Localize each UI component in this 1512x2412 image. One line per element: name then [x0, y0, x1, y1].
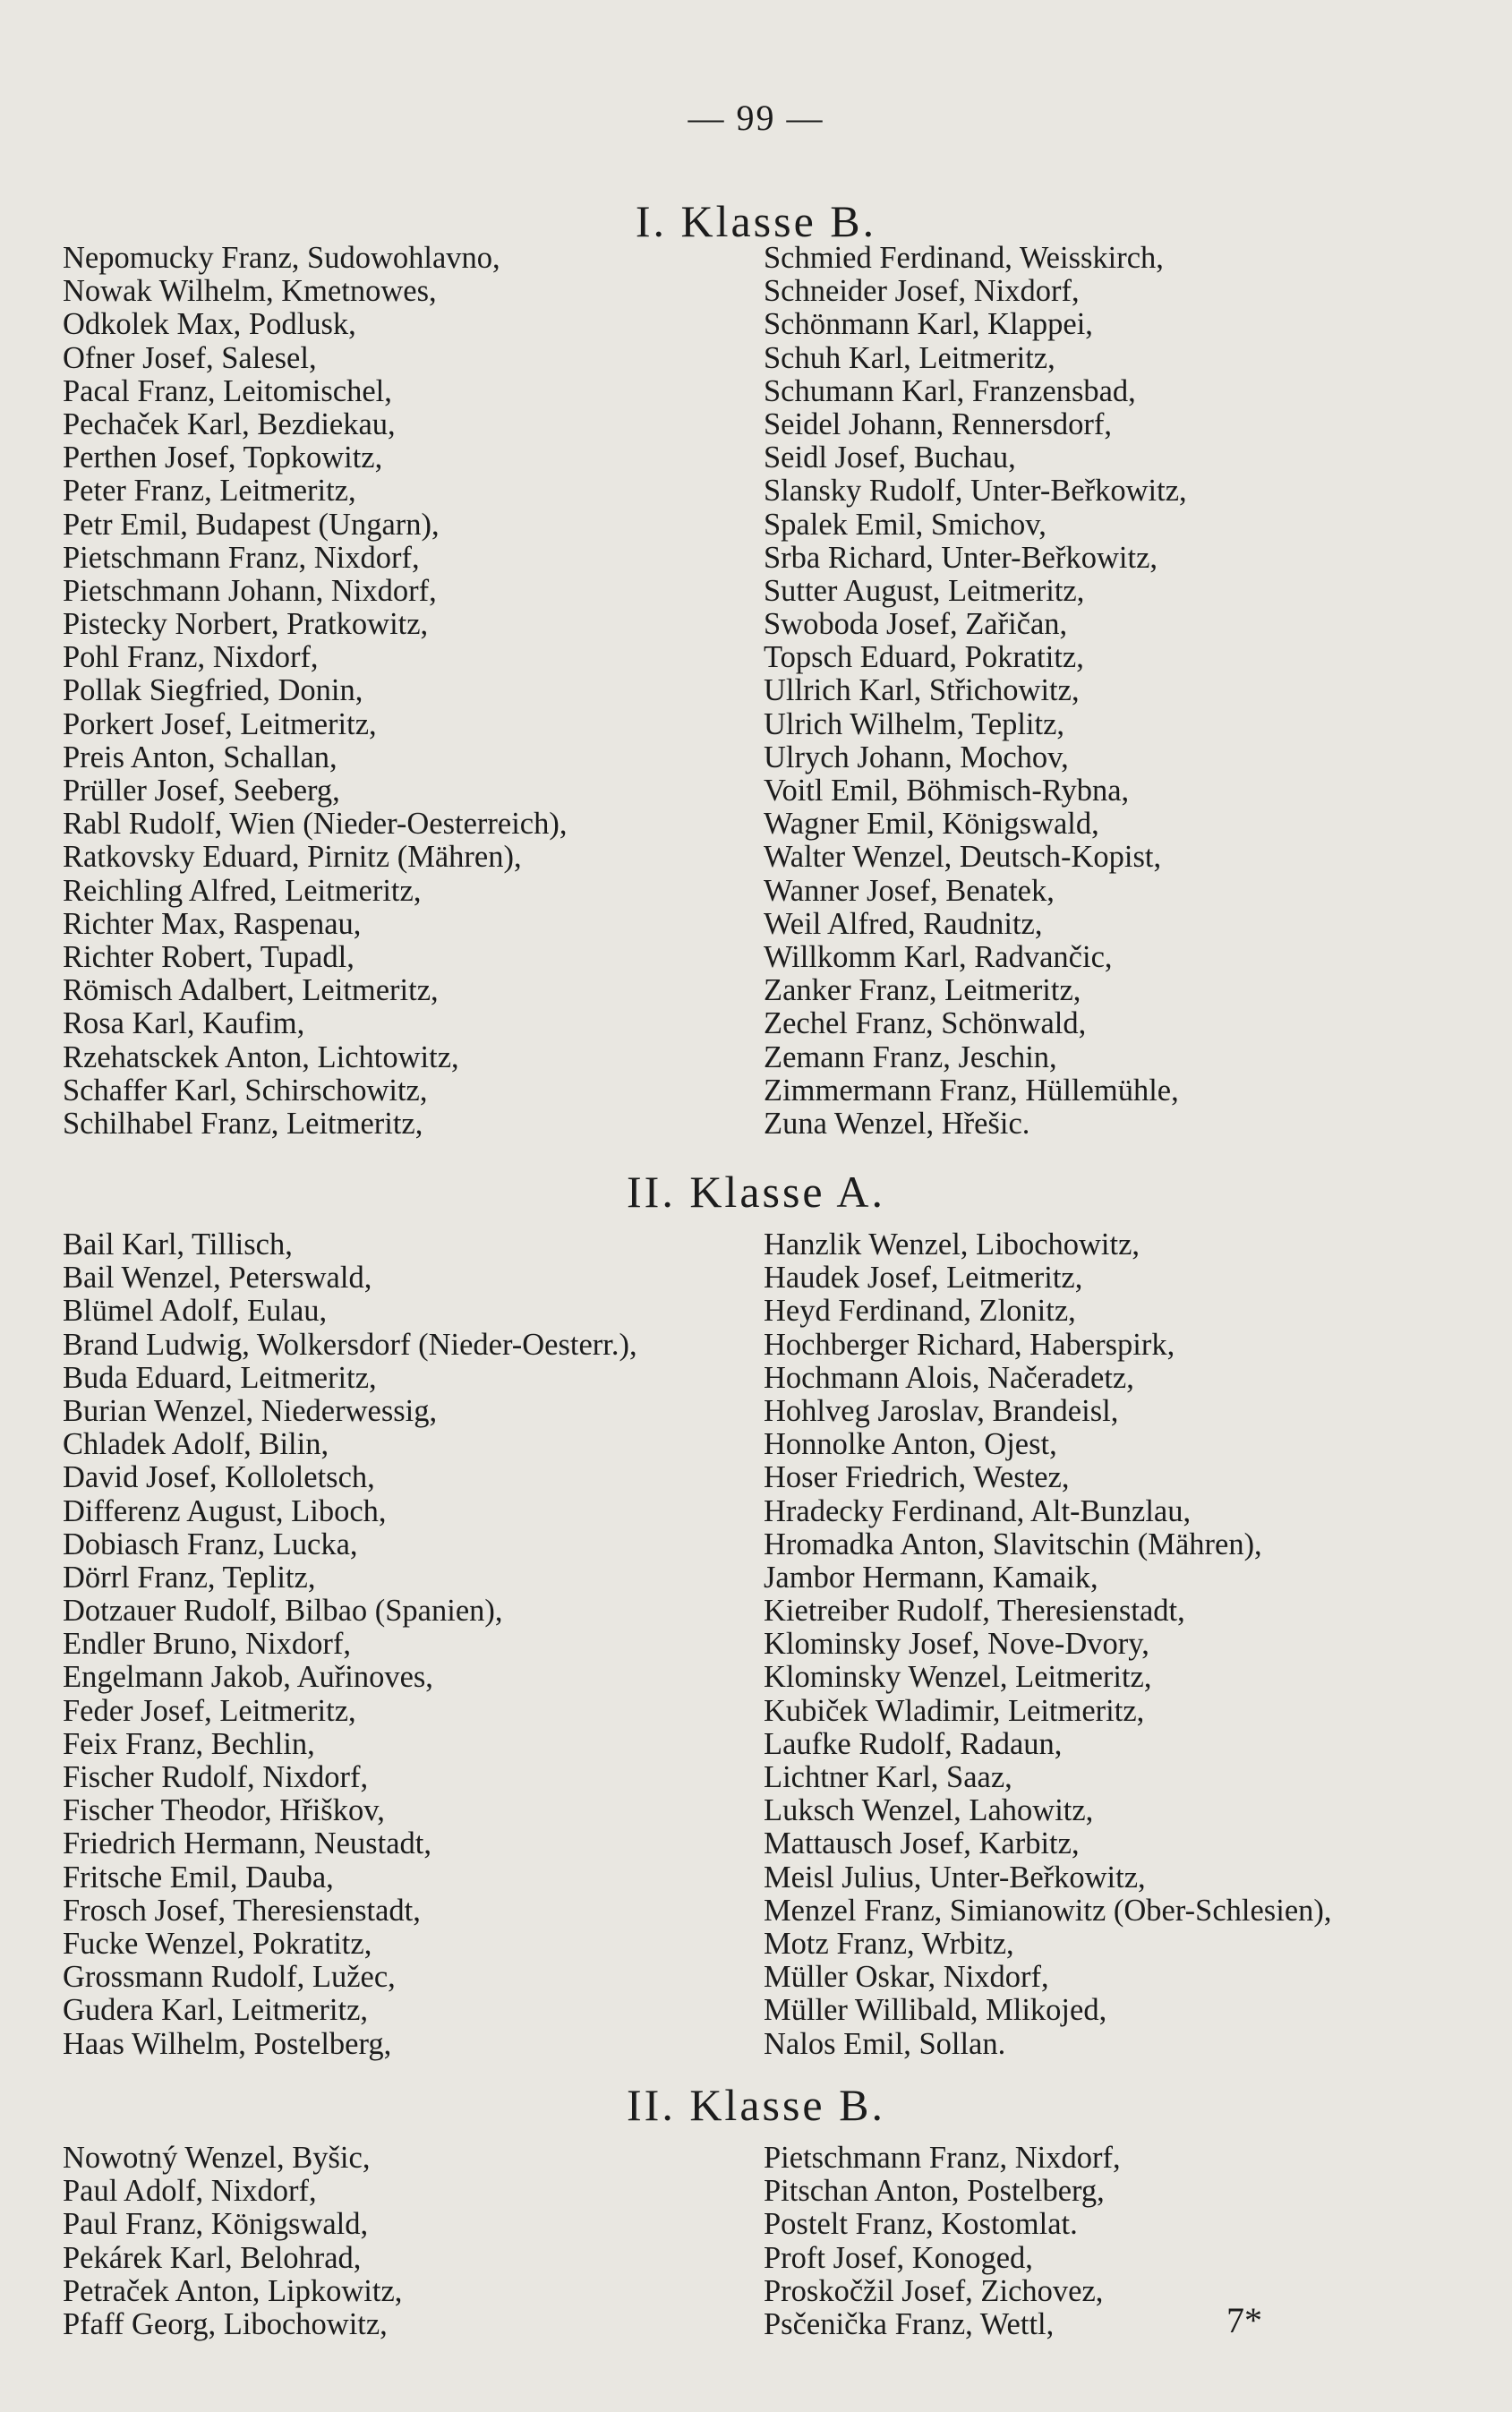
list-item: Laufke Rudolf, Radaun,	[764, 1726, 1063, 1761]
list-item: Motz Franz, Wrbitz,	[764, 1926, 1014, 1961]
list-item: Hoser Friedrich, Westez,	[764, 1460, 1070, 1495]
page-number: — 99 —	[688, 98, 824, 138]
list-item: Nowotný Wenzel, Byšic,	[63, 2141, 371, 2175]
list-item: Proft Josef, Konoged,	[764, 2240, 1033, 2275]
list-item: Pfaff Georg, Libochowitz,	[63, 2306, 388, 2341]
list-item: Swoboda Josef, Zařičan,	[764, 607, 1068, 642]
list-item: Schönmann Karl, Klappei,	[764, 307, 1093, 342]
list-item: Heyd Ferdinand, Zlonitz,	[764, 1294, 1076, 1329]
list-item: Wagner Emil, Königswald,	[764, 807, 1099, 842]
list-item: Friedrich Hermann, Neustadt,	[63, 1826, 431, 1861]
list-item: Postelt Franz, Kostomlat.	[764, 2207, 1078, 2242]
list-item: Müller Oskar, Nixdorf,	[764, 1960, 1049, 1995]
list-item: David Josef, Kolloletsch,	[63, 1460, 375, 1495]
list-item: Schmied Ferdinand, Weisskirch,	[764, 241, 1164, 275]
list-item: Jambor Hermann, Kamaik,	[764, 1560, 1098, 1595]
list-item: Schneider Josef, Nixdorf,	[764, 274, 1080, 309]
section-1-left-column	[63, 242, 567, 1141]
list-item: Ratkovsky Eduard, Pirnitz (Mähren),	[63, 840, 522, 875]
list-item: Bail Karl, Tillisch,	[63, 1227, 293, 1262]
list-item: Psčenička Franz, Wettl,	[764, 2306, 1055, 2341]
section-2-right-column	[764, 1228, 1332, 2061]
section-3-left-column	[63, 2142, 402, 2341]
list-item: Klominsky Josef, Nove-Dvory,	[764, 1627, 1149, 1662]
list-item: Petraček Anton, Lipkowitz,	[63, 2273, 403, 2308]
list-item: Zemann Franz, Jeschin,	[764, 1039, 1057, 1074]
list-item: Seidel Johann, Rennersdorf,	[764, 406, 1113, 441]
list-item: Mattausch Josef, Karbitz,	[764, 1826, 1080, 1861]
list-item: Müller Willibald, Mlikojed,	[764, 1993, 1107, 2028]
list-item: Voitl Emil, Böhmisch-Rybna,	[764, 774, 1130, 808]
list-item: Walter Wenzel, Deutsch-Kopist,	[764, 840, 1162, 875]
list-item: Schuh Karl, Leitmeritz,	[764, 340, 1055, 375]
list-item: Frosch Josef, Theresienstadt,	[63, 1893, 421, 1928]
list-item: Seidl Josef, Buchau,	[764, 440, 1016, 475]
list-item: Slansky Rudolf, Unter-Beřkowitz,	[764, 474, 1187, 509]
list-item: Wanner Josef, Benatek,	[764, 873, 1055, 908]
list-item: Nepomucky Franz, Sudowohlavno,	[63, 241, 500, 275]
list-item: Schumann Karl, Franzensbad,	[764, 373, 1136, 408]
list-item: Fucke Wenzel, Pokratitz,	[63, 1926, 372, 1961]
list-item: Hochmann Alois, Načeradetz,	[764, 1360, 1134, 1395]
list-item: Pietschmann Franz, Nixdorf,	[63, 540, 420, 575]
list-item: Topsch Eduard, Pokratitz,	[764, 640, 1084, 675]
list-item: Klominsky Wenzel, Leitmeritz,	[764, 1660, 1152, 1695]
list-item: Menzel Franz, Simianowitz (Ober-Schlesien),	[764, 1893, 1332, 1928]
list-item: Peter Franz, Leitmeritz,	[63, 474, 356, 509]
section-heading-ii-klasse-b: II. Klasse B.	[627, 2080, 885, 2130]
list-item: Pohl Franz, Nixdorf,	[63, 640, 319, 675]
list-item: Dotzauer Rudolf, Bilbao (Spanien),	[63, 1594, 503, 1629]
list-item: Richter Robert, Tupadl,	[63, 939, 355, 974]
list-item: Dörrl Franz, Teplitz,	[63, 1560, 316, 1595]
section-heading-ii-klasse-a: II. Klasse A.	[627, 1167, 885, 1217]
list-item: Haudek Josef, Leitmeritz,	[764, 1261, 1083, 1296]
list-item: Pechaček Karl, Bezdiekau,	[63, 406, 396, 441]
list-item: Blümel Adolf, Eulau,	[63, 1294, 328, 1329]
list-item: Ulrych Johann, Mochov,	[764, 740, 1069, 774]
list-item: Ullrich Karl, Střichowitz,	[764, 673, 1080, 708]
list-item: Ofner Josef, Salesel,	[63, 340, 317, 375]
list-item: Paul Franz, Königswald,	[63, 2207, 369, 2242]
list-item: Preis Anton, Schallan,	[63, 740, 337, 774]
list-item: Weil Alfred, Raudnitz,	[764, 906, 1043, 941]
list-item: Zimmermann Franz, Hüllemühle,	[764, 1073, 1179, 1108]
list-item: Grossmann Rudolf, Lužec,	[63, 1960, 396, 1995]
list-item: Honnolke Anton, Ojest,	[764, 1427, 1057, 1462]
list-item: Pitschan Anton, Postelberg,	[764, 2174, 1105, 2209]
list-item: Lichtner Karl, Saaz,	[764, 1760, 1012, 1794]
list-item: Zuna Wenzel, Hřešic.	[764, 1106, 1030, 1141]
list-item: Schaffer Karl, Schirschowitz,	[63, 1073, 428, 1108]
list-item: Hochberger Richard, Haberspirk,	[764, 1327, 1175, 1362]
list-item: Pacal Franz, Leitomischel,	[63, 373, 392, 408]
list-item: Differenz August, Liboch,	[63, 1493, 387, 1528]
list-item: Dobiasch Franz, Lucka,	[63, 1527, 358, 1561]
section-1-right-column	[764, 242, 1187, 1141]
list-item: Richter Max, Raspenau,	[63, 906, 362, 941]
list-item: Proskočžil Josef, Zichovez,	[764, 2273, 1104, 2308]
list-item: Rabl Rudolf, Wien (Nieder-Oesterreich),	[63, 807, 568, 842]
list-item: Rzehatsckek Anton, Lichtowitz,	[63, 1039, 459, 1074]
list-item: Hanzlik Wenzel, Libochowitz,	[764, 1227, 1140, 1262]
list-item: Feder Josef, Leitmeritz,	[63, 1693, 356, 1728]
list-item: Porkert Josef, Leitmeritz,	[63, 706, 377, 741]
section-heading-i-klasse-b: I. Klasse B.	[635, 196, 877, 246]
list-item: Fischer Rudolf, Nixdorf,	[63, 1760, 369, 1794]
list-item: Pietschmann Johann, Nixdorf,	[63, 573, 437, 608]
list-item: Burian Wenzel, Niederwessig,	[63, 1393, 438, 1428]
list-item: Pistecky Norbert, Pratkowitz,	[63, 607, 429, 642]
list-item: Fischer Theodor, Hřiškov,	[63, 1793, 385, 1828]
list-item: Odkolek Max, Podlusk,	[63, 307, 356, 342]
list-item: Paul Adolf, Nixdorf,	[63, 2174, 317, 2209]
list-item: Perthen Josef, Topkowitz,	[63, 440, 383, 475]
list-item: Buda Eduard, Leitmeritz,	[63, 1360, 377, 1395]
signature-mark: 7*	[1226, 2300, 1262, 2340]
list-item: Pietschmann Franz, Nixdorf,	[764, 2141, 1121, 2175]
list-item: Sutter August, Leitmeritz,	[764, 573, 1085, 608]
list-item: Pollak Siegfried, Donin,	[63, 673, 363, 708]
section-3-right-column	[764, 2142, 1121, 2341]
list-item: Ulrich Wilhelm, Teplitz,	[764, 706, 1065, 741]
list-item: Nalos Emil, Sollan.	[764, 2026, 1006, 2061]
list-item: Engelmann Jakob, Auřinoves,	[63, 1660, 433, 1695]
list-item: Spalek Emil, Smichov,	[764, 507, 1046, 542]
list-item: Pekárek Karl, Belohrad,	[63, 2240, 362, 2275]
list-item: Kietreiber Rudolf, Theresienstadt,	[764, 1594, 1185, 1629]
list-item: Prüller Josef, Seeberg,	[63, 774, 340, 808]
list-item: Kubiček Wladimir, Leitmeritz,	[764, 1693, 1145, 1728]
list-item: Willkomm Karl, Radvančic,	[764, 939, 1113, 974]
list-item: Römisch Adalbert, Leitmeritz,	[63, 973, 439, 1008]
list-item: Hradecky Ferdinand, Alt-Bunzlau,	[764, 1493, 1192, 1528]
list-item: Meisl Julius, Unter-Beřkowitz,	[764, 1860, 1146, 1895]
list-item: Reichling Alfred, Leitmeritz,	[63, 873, 422, 908]
list-item: Zanker Franz, Leitmeritz,	[764, 973, 1081, 1008]
list-item: Fritsche Emil, Dauba,	[63, 1860, 334, 1895]
list-item: Srba Richard, Unter-Beřkowitz,	[764, 540, 1158, 575]
list-item: Haas Wilhelm, Postelberg,	[63, 2026, 392, 2061]
section-2-left-column	[63, 1228, 637, 2061]
list-item: Chladek Adolf, Bilin,	[63, 1427, 329, 1462]
list-item: Gudera Karl, Leitmeritz,	[63, 1993, 369, 2028]
list-item: Hohlveg Jaroslav, Brandeisl,	[764, 1393, 1119, 1428]
list-item: Schilhabel Franz, Leitmeritz,	[63, 1106, 423, 1141]
list-item: Bail Wenzel, Peterswald,	[63, 1261, 372, 1296]
list-item: Rosa Karl, Kaufim,	[63, 1006, 305, 1041]
list-item: Luksch Wenzel, Lahowitz,	[764, 1793, 1094, 1828]
list-item: Petr Emil, Budapest (Ungarn),	[63, 507, 440, 542]
list-item: Nowak Wilhelm, Kmetnowes,	[63, 274, 437, 309]
list-item: Feix Franz, Bechlin,	[63, 1726, 315, 1761]
list-item: Zechel Franz, Schönwald,	[764, 1006, 1087, 1041]
list-item: Brand Ludwig, Wolkersdorf (Nieder-Oesterr.),	[63, 1327, 637, 1362]
list-item: Endler Bruno, Nixdorf,	[63, 1627, 351, 1662]
list-item: Hromadka Anton, Slavitschin (Mähren),	[764, 1527, 1262, 1561]
